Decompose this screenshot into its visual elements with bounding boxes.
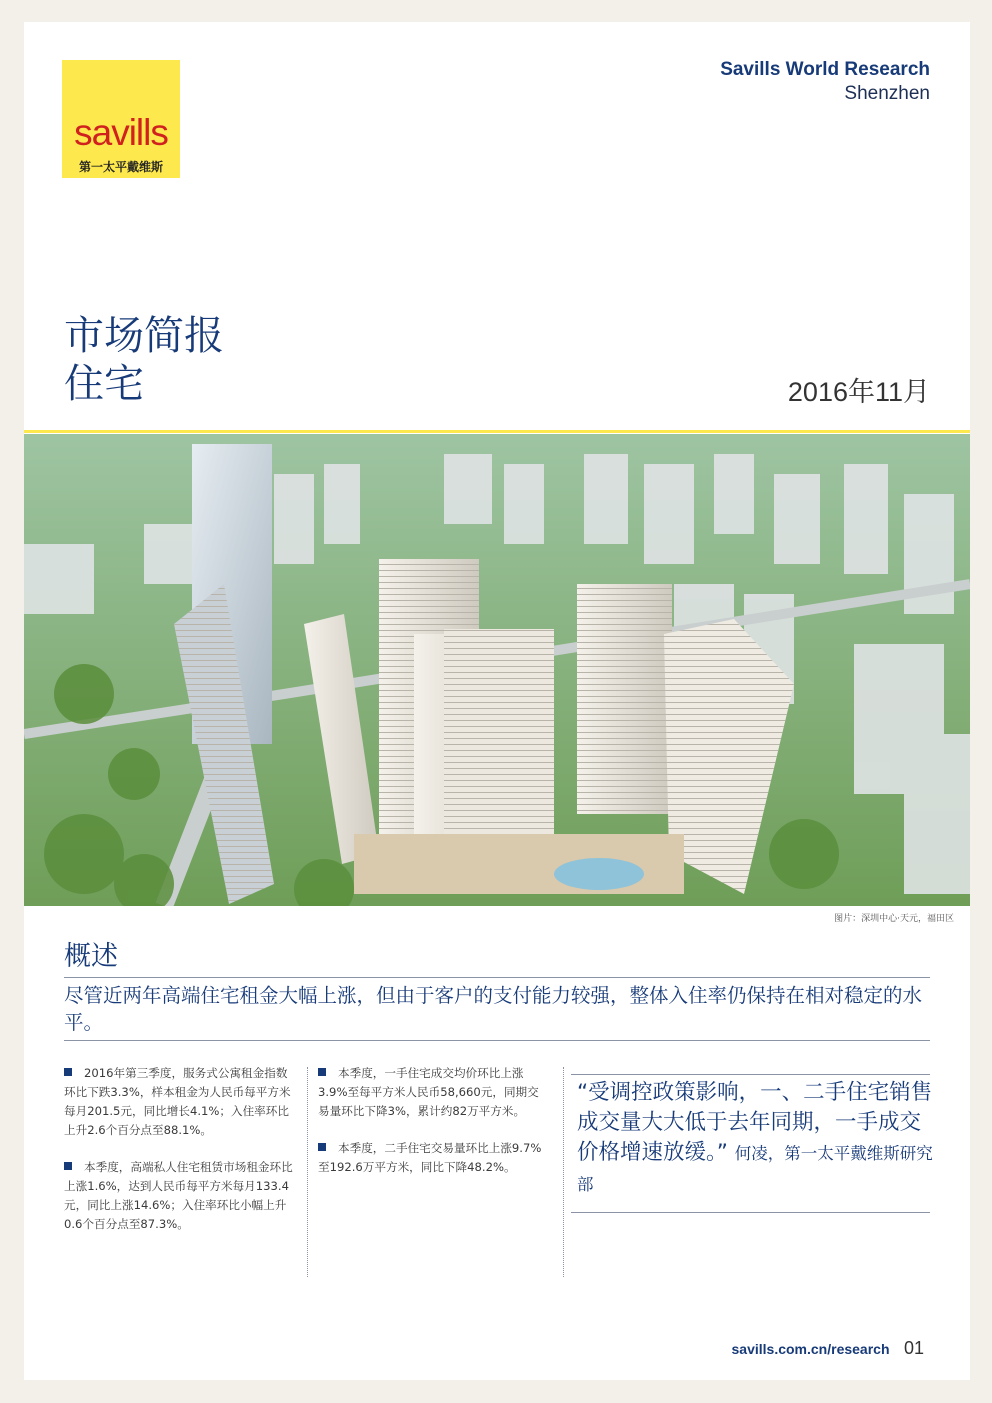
square-bullet-icon: [64, 1162, 72, 1170]
report-title-line2: 住宅: [64, 361, 144, 407]
square-bullet-icon: [64, 1068, 72, 1076]
quote-author: 何凌，第一太平戴维斯研究部: [577, 1144, 933, 1194]
overview-lead: 尽管近两年高端住宅租金大幅上涨，但由于客户的支付能力较强，整体入住率仍保持在相对稳定的水平。: [64, 984, 923, 1034]
page-number: 01: [903, 1338, 924, 1358]
column-divider: [307, 1067, 308, 1277]
square-bullet-icon: [318, 1068, 326, 1076]
bullet-text: 本季度，一手住宅成交均价环比上涨3.9%至每平方米人民币58,660元，同期交易量环比下降3%，累计约82万平方米。: [318, 1066, 539, 1118]
research-url-link[interactable]: savills.com.cn/research: [731, 1341, 890, 1357]
bullet-text: 2016年第三季度，服务式公寓租金指数环比下跌3.3%，样本租金为人民币每平方米每月201.5元，同比增长4.1%；入住率环比上升2.6个百分点至88.1%。: [64, 1066, 291, 1137]
logo-chinese-name: 第一太平戴维斯: [78, 160, 163, 174]
bullet-text: 本季度，高端私人住宅租赁市场租金环比上涨1.6%，达到人民币每平方米每月133.4元，同比上涨14.6%；入住率环比小幅上升0.6个百分点至87.3%。: [64, 1160, 293, 1231]
report-title: [64, 312, 224, 408]
brand-header: [720, 58, 930, 106]
yellow-divider: [24, 430, 970, 433]
overview-heading: 概述: [64, 941, 118, 972]
image-caption: 图片：深圳中心·天元，福田区: [834, 914, 954, 924]
logo-wordmark: savills: [74, 112, 168, 153]
square-bullet-icon: [318, 1143, 326, 1151]
page-footer: [732, 1338, 924, 1359]
overview-top-rule: [64, 977, 930, 978]
pull-quote: [577, 1078, 933, 1200]
quote-bottom-rule: [571, 1212, 930, 1213]
column-2: [318, 1064, 550, 1195]
column-1: [64, 1064, 296, 1252]
hero-image: [24, 434, 970, 906]
report-date: 2016年11月: [787, 377, 930, 407]
bullet-paragraph: [64, 1158, 296, 1234]
bullet-paragraph: [318, 1064, 550, 1121]
overview-bottom-rule: [64, 1040, 930, 1041]
brand-title: Savills World Research: [720, 59, 930, 80]
quote-text: “受调控政策影响，一、二手住宅销售成交量大大低于去年同期，一手成交价格增速放缓。”: [577, 1080, 933, 1165]
brand-city: Shenzhen: [844, 83, 930, 104]
bullet-paragraph: [64, 1064, 296, 1140]
city-rendering-illustration: [24, 434, 970, 906]
bullet-text: 本季度，二手住宅交易量环比上涨9.7%至192.6万平方米，同比下降48.2%。: [318, 1141, 542, 1174]
report-page: [24, 22, 970, 1380]
bullet-paragraph: [318, 1139, 550, 1177]
report-title-line1: 市场简报: [64, 313, 224, 359]
savills-logo: [62, 60, 180, 178]
quote-top-rule: [571, 1074, 930, 1075]
column-divider: [563, 1067, 564, 1277]
